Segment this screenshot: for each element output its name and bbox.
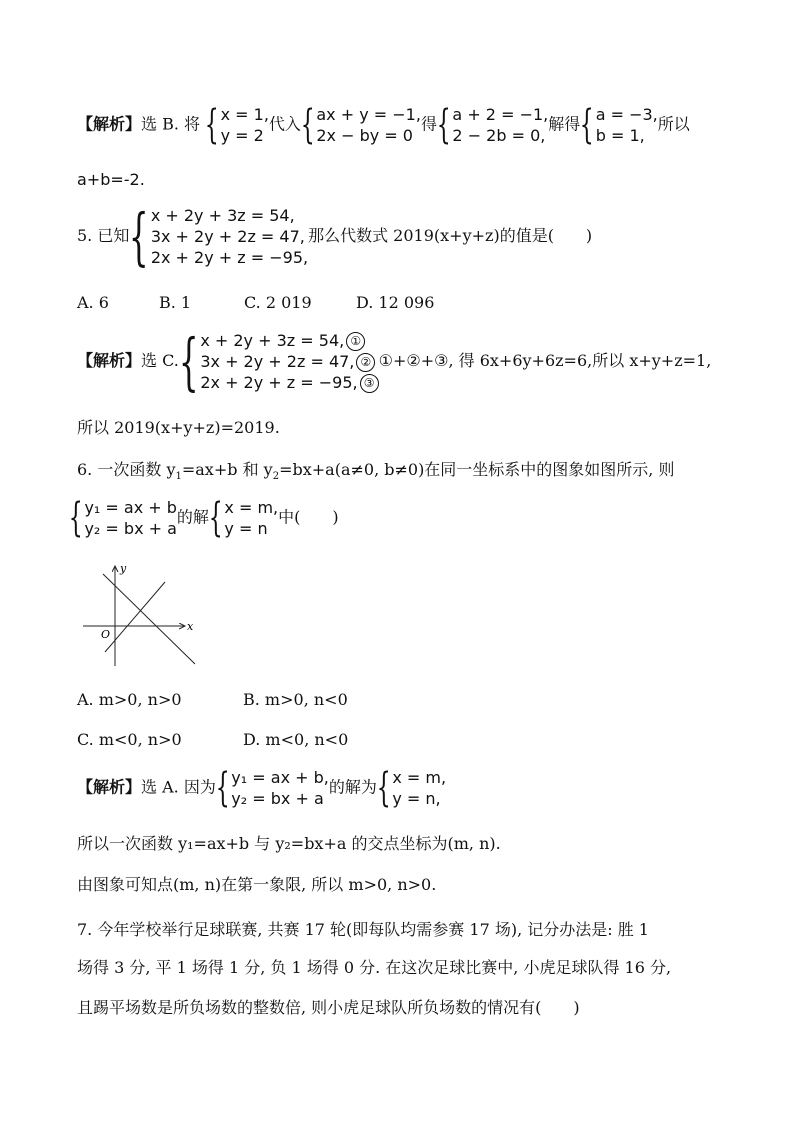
q5-options: [77, 293, 434, 313]
option-a: A. 6: [77, 293, 109, 312]
q6-analysis-3: 由图象可知点(m, n)在第一象限, 所以 m>0, n>0.: [77, 875, 437, 894]
option-d: D. 12 096: [356, 293, 435, 312]
q6-text: =ax+b 和 y: [181, 460, 273, 479]
q5-system: { x + 2y + 3z = 54, 3x + 2y + 2z = 47, 2x + 2y + z = −95,: [129, 199, 309, 273]
sys-row: x = m,: [392, 768, 447, 787]
origin-label: O: [101, 628, 111, 641]
q7-line-3: 且踢平场数是所负场数的整数倍, 则小虎足球队所负场数的情况有( ): [77, 998, 580, 1017]
sys-row: y = n,: [392, 789, 441, 808]
q6-text: =bx+a(a≠0, b≠0)在同一坐标系中的图象如图所示, 则: [279, 460, 675, 479]
sys-row: 2x + 2y + z = −95,: [150, 248, 309, 267]
mark-1: ①: [346, 332, 365, 351]
sys-row: 2 − 2b = 0,: [452, 126, 546, 145]
q5-answer-2: ①+②+③, 得 6x+6y+6z=6,所以 x+y+z=1,: [378, 351, 712, 370]
sys-row: 3x + 2y + 2z = 47,: [150, 227, 305, 246]
q4-text-4: 解得: [548, 114, 581, 134]
sys-row: a + 2 = −1,: [452, 105, 549, 124]
q6-analysis-system-right: { x = m, y = n,: [376, 765, 447, 811]
analysis-label: 【解析】: [77, 777, 142, 797]
q5-answer: 选 C.: [141, 351, 179, 370]
q5-analysis-system: { x + 2y + 3z = 54, ① 3x + 2y + 2z = 47, ② 2x + 2y + z = −95, ③: [179, 330, 379, 393]
analysis-label: 【解析】: [77, 114, 142, 134]
q7-line-1: 7. 今年学校举行足球联赛, 共赛 17 轮(即每队均需参赛 17 场), 记分办法是: 胜 1: [77, 920, 649, 939]
q4-result: a+b=-2.: [77, 170, 145, 189]
q4-text-5: 所以: [657, 114, 690, 134]
q7-line-2: 场得 3 分, 平 1 场得 1 分, 负 1 场得 0 分. 在这次足球比赛中, 小虎足球队得 16 分,: [77, 958, 672, 977]
q6-analysis-2: 所以一次函数 y₁=ax+b 与 y₂=bx+a 的交点坐标为(m, n).: [77, 834, 501, 853]
system-d: { a = −3, b = 1,: [579, 102, 658, 148]
q5-number: 5. 已知: [77, 226, 130, 245]
q5-conclusion: 所以 2019(x+y+z)=2019.: [77, 418, 280, 437]
sys-row: a = −3,: [595, 105, 658, 124]
sys-row: 3x + 2y + 2z = 47, ②: [200, 351, 378, 372]
x-axis-label: x: [187, 620, 194, 633]
q6-system-right: { x = m, y = n: [208, 495, 279, 541]
system-a: { x = 1, y = 2: [204, 102, 269, 148]
q6-options-2: [77, 730, 348, 750]
sys-row: 2x + 2y + z = −95, ③: [200, 372, 378, 393]
sys-row: b = 1,: [595, 126, 645, 145]
mark-2: ②: [356, 353, 375, 372]
sys-row: ax + y = −1,: [316, 105, 421, 124]
system-b: { ax + y = −1, 2x − by = 0: [300, 102, 421, 148]
line-2: [105, 582, 165, 652]
q6-graph: [75, 562, 215, 672]
line-1: [103, 574, 195, 664]
sys-row: y₂ = bx + a: [231, 789, 324, 808]
mark-3: ③: [360, 374, 379, 393]
option-b: B. m>0, n<0: [243, 690, 348, 709]
option-b: B. 1: [159, 293, 192, 312]
q4-text-3: 得: [420, 114, 437, 134]
sys-row: y₂ = bx + a: [84, 519, 177, 538]
q4-text-1: 选 B. 将: [141, 114, 201, 134]
option-d: D. m<0, n<0: [243, 730, 349, 749]
q6-text: 的解: [176, 507, 209, 527]
q4-analysis: [77, 104, 690, 146]
sys-row: x = 1,: [220, 105, 269, 124]
q6-system-left: { y₁ = ax + b y₂ = bx + a: [68, 495, 177, 541]
q6-stem-1: 6. 一次函数 $y_1=ax+b$ 和 $y_2=bx+a(a\ne 0$, b≠0)在同一坐标系中的图象如图所示, 则: [77, 460, 675, 483]
sys-row: y = n: [224, 519, 268, 538]
y-axis-label: y: [120, 562, 127, 575]
option-c: C. 2 019: [244, 293, 312, 312]
q6-text: 中( ): [278, 507, 339, 527]
sys-row: y₁ = ax + b: [84, 498, 177, 517]
q5-tail: 那么代数式 2019(x+y+z)的值是( ): [308, 226, 593, 245]
system-c: { a + 2 = −1, 2 − 2b = 0,: [436, 102, 549, 148]
q5-stem: [77, 199, 593, 273]
q6-answer: 选 A. 因为: [141, 777, 216, 797]
q5-analysis: [77, 324, 712, 398]
q6-analysis: [77, 767, 446, 809]
sys-row: y = 2: [220, 126, 264, 145]
sys-row: 2x − by = 0: [316, 126, 413, 145]
sys-row: x = m,: [224, 498, 279, 517]
sys-row: y₁ = ax + b,: [231, 768, 329, 787]
q6-options-1: [77, 690, 348, 710]
option-a: A. m>0, n>0: [77, 690, 182, 709]
option-c: C. m<0, n>0: [77, 730, 182, 749]
sys-row: x + 2y + 3z = 54,: [150, 206, 295, 225]
q6-text: 6. 一次函数 y: [77, 460, 176, 479]
q6-analysis-system-left: { y₁ = ax + b, y₂ = bx + a: [215, 765, 329, 811]
q4-text-2: 代入: [268, 114, 301, 134]
q6-stem-2: [68, 495, 339, 541]
sys-row: x + 2y + 3z = 54, ①: [200, 330, 378, 351]
analysis-label: 【解析】: [77, 351, 142, 370]
q6-text: 的解为: [328, 777, 377, 797]
